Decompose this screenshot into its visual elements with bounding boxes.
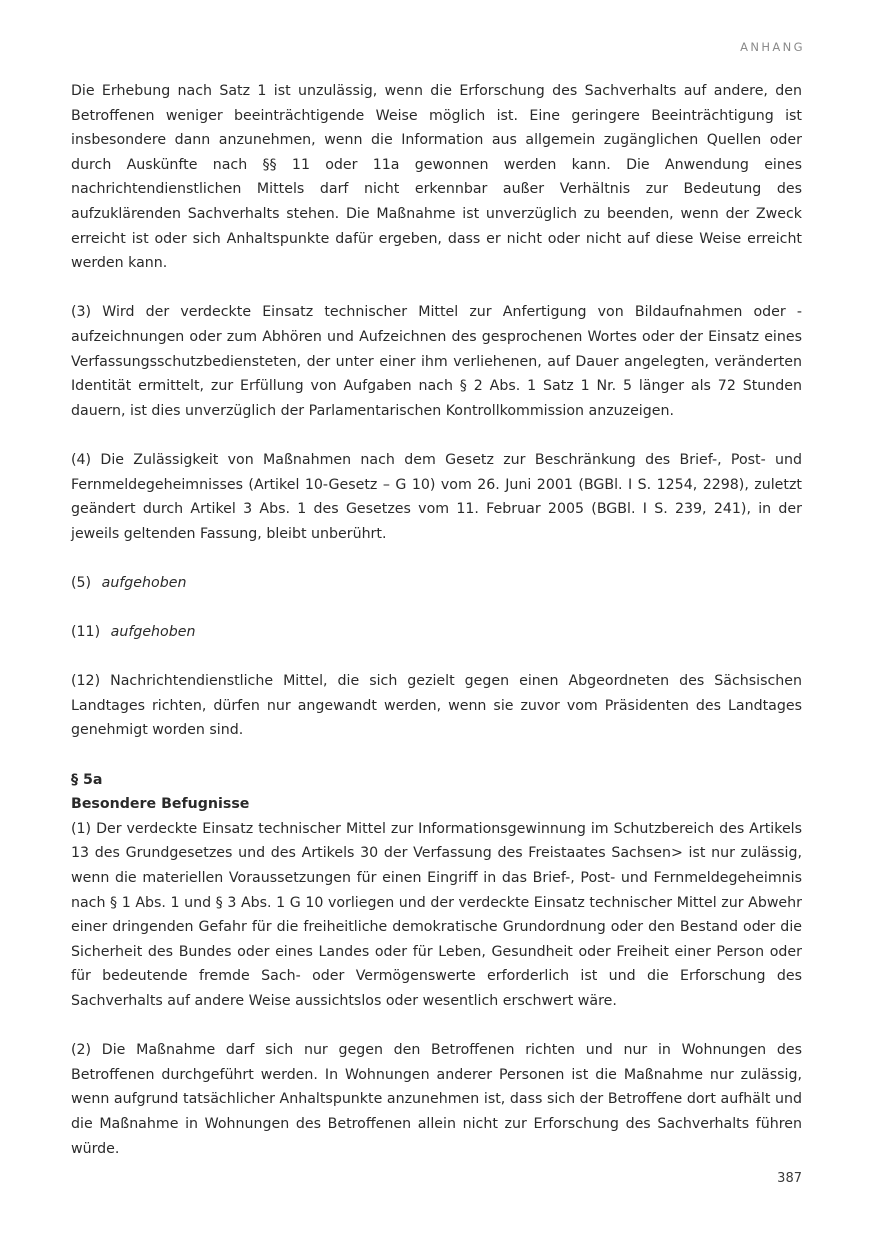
section-paragraph-1: (1) Der verdeckte Einsatz technischer Mittel zur Informationsgewinnung im Schutzbereich des Artikels 13 des Grundgesetzes und des Artikels 30 der Verfassung des Freistaates Sachsen> ist nur zulässig, wenn die materiellen Voraussetzungen für einen Eingriff in das Brief-, Post- und Fernmeldegeheimnis nach § 1 Abs. 1 und § 3 Abs. 1 G 10 vorliegen und der verdeckte Einsatz technischer Mittel zur Abwehr einer dringenden Gefahr für die freiheitliche demokratische Grundordnung oder den Bestand oder die Sicherheit des Bundes oder eines Landes oder für Leben, Gesundheit oder Freiheit einer Person oder für bedeutende fremde Sach- oder Vermögenswerte erforderlich ist und die Erforschung des Sachverhalts auf andere Weise aussichtslos oder wesentlich erschwert wäre. (71, 820, 802, 1009)
paragraph-11 (71, 620, 802, 645)
paragraph-5-number: (5) (71, 574, 92, 591)
page-number: 387 (777, 1171, 802, 1186)
section-paragraph-2: (2) Die Maßnahme darf sich nur gegen den Betroffenen richten und nur in Wohnungen des Betroffenen durchgeführt werden. In Wohnungen anderer Personen ist die Maßnahme nur zulässig, wenn aufgrund tatsächlicher Anhaltspunkte anzunehmen ist, dass sich der Betroffene dort aufhält und die Maßnahme in Wohnungen des Betroffenen allein nicht zur Erforschung des Sachverhalts führen würde. (71, 1042, 802, 1157)
paragraph-4: (4) Die Zulässigkeit von Maßnahmen nach dem Gesetz zur Beschränkung des Brief-, Post- und Fernmeldegeheimnisses (Artikel 10-Gesetz – G 10) vom 26. Juni 2001 (BGBl. I S. 1254, 2298), zuletzt geändert durch Artikel 3 Abs. 1 des Gesetzes vom 11. Februar 2005 (BGBl. I S. 239, 241), in der jeweils geltenden Fassung, bleibt unberührt. (71, 451, 802, 542)
page-body (71, 79, 802, 1161)
paragraph-11-number: (11) (71, 624, 101, 641)
section-number: § 5a (71, 771, 103, 788)
section-title: Besondere Befugnisse (71, 796, 250, 813)
paragraph-12: (12) Nachrichtendienstliche Mittel, die sich gezielt gegen einen Abgeordneten des Sächsischen Landtages richten, dürfen nur angewandt werden, wenn sie zuvor vom Präsidenten des Landtages genehmigt worden sind. (71, 673, 802, 739)
paragraph-erhebung: Die Erhebung nach Satz 1 ist unzulässig, wenn die Erforschung des Sachverhalts auf andere, den Betroffenen weniger beeinträchtigende Weise möglich ist. Eine geringere Beeinträchtigung ist insbesondere dann anzunehmen, wenn die Information aus allgemein zugänglichen Quellen oder durch Auskünfte nach §§ 11 oder 11a gewonnen werden kann. Die Anwendung eines nachrichtendienstlichen Mittels darf nicht erkennbar außer Verhältnis zur Bedeutung des aufzuklärenden Sachverhalts stehen. Die Maßnahme ist unverzüglich zu beenden, wenn der Zweck erreicht ist oder sich Anhaltspunkte dafür ergeben, dass er nicht oder nicht auf diese Weise erreicht werden kann. (71, 83, 802, 272)
paragraph-5 (71, 571, 802, 596)
paragraph-3: (3) Wird der verdeckte Einsatz technischer Mittel zur Anfertigung von Bildaufnahmen oder -aufzeichnungen oder zum Abhören und Aufzeichnen des gesprochenen Wortes oder der Einsatz eines Verfassungsschutzbediensteten, der unter einer ihm verliehenen, auf Dauer angelegten, veränderten Identität ermittelt, zur Erfüllung von Aufgaben nach § 2 Abs. 1 Satz 1 Nr. 5 länger als 72 Stunden dauern, ist dies unverzüglich der Parlamentarischen Kontrollkommission anzuzeigen. (71, 304, 802, 419)
paragraph-11-repealed: aufgehoben (110, 624, 196, 641)
running-head: ANHANG (740, 40, 805, 54)
paragraph-5-repealed: aufgehoben (101, 574, 187, 591)
